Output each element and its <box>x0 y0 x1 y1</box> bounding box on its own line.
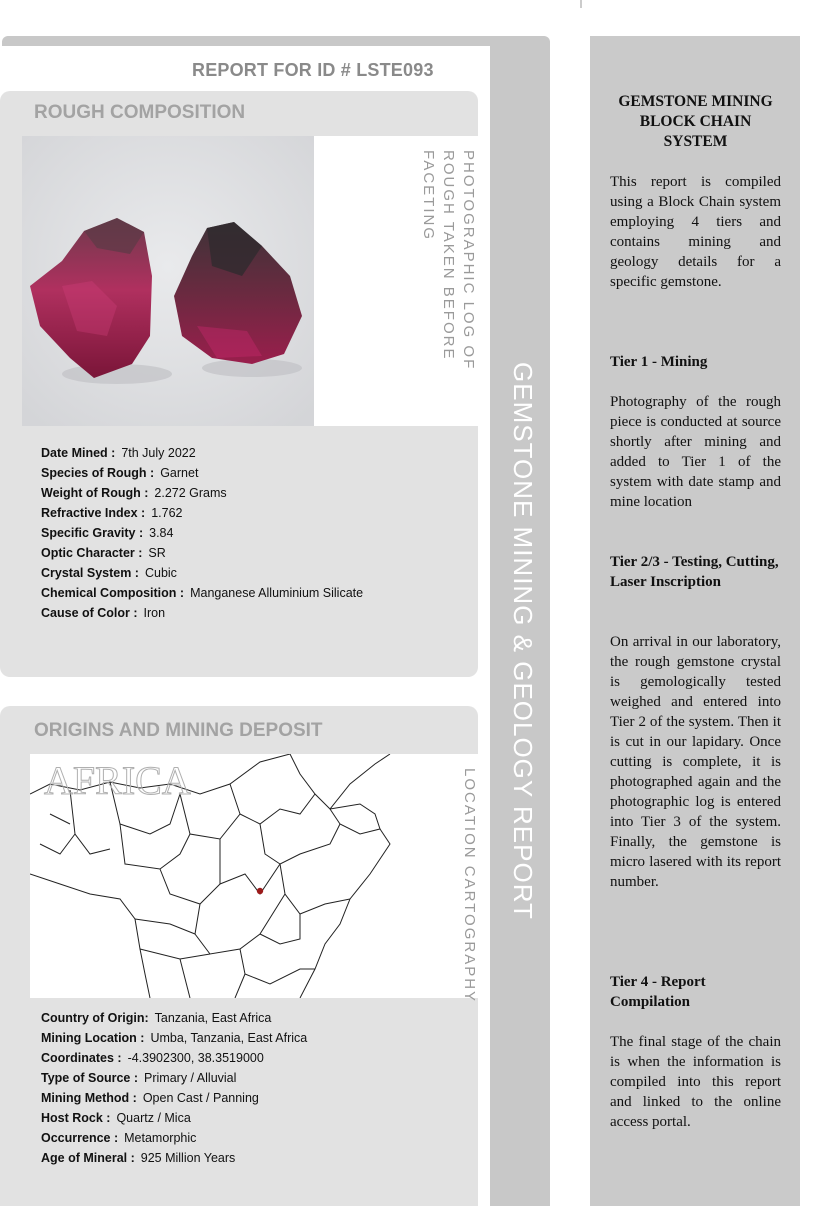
field-value: Primary / Alluvial <box>144 1071 237 1085</box>
field-label: Weight of Rough : <box>41 486 149 500</box>
field-value: Metamorphic <box>124 1131 197 1145</box>
field-value: Manganese Alluminium Silicate <box>190 586 364 600</box>
field-row-refractive-index <box>41 506 183 520</box>
field-row-mining-location <box>41 1031 307 1045</box>
field-row-age-of-mineral <box>41 1151 235 1165</box>
field-label: Optic Character : <box>41 546 143 560</box>
field-row-cause-of-color <box>41 606 165 620</box>
field-row-weight <box>41 486 227 500</box>
field-row-occurrence <box>41 1131 196 1145</box>
blockchain-title: GEMSTONE MINING BLOCK CHAIN SYSTEM <box>618 93 773 150</box>
field-label: Mining Method : <box>41 1091 137 1105</box>
vertical-report-title: GEMSTONE MINING & GEOLOGY REPORT <box>508 362 538 920</box>
field-value: Iron <box>143 606 166 620</box>
tier4-heading: Tier 4 - Report Compilation <box>610 974 706 1010</box>
field-value: SR <box>148 546 166 560</box>
map-label: AFRICA <box>44 758 191 803</box>
field-label: Species of Rough : <box>41 466 155 480</box>
tier1-text: Photography of the rough piece is conducted at source shortly after mining and added to Tier 1 of the system with date stamp and mine location <box>610 394 781 510</box>
field-label: Coordinates : <box>41 1051 122 1065</box>
field-row-optic-character <box>41 546 166 560</box>
field-value: Umba, Tanzania, East Africa <box>150 1031 308 1045</box>
field-label: Date Mined : <box>41 446 116 460</box>
field-label: Age of Mineral : <box>41 1151 135 1165</box>
field-row-date-mined <box>41 446 196 460</box>
field-label: Cause of Color : <box>41 606 138 620</box>
map-caption: LOCATION CARTOGRAPHY <box>461 768 478 1004</box>
field-value: Garnet <box>160 466 199 480</box>
field-row-specific-gravity <box>41 526 173 540</box>
field-value: 925 Million Years <box>140 1151 236 1165</box>
tier23-text: On arrival in our laboratory, the rough gemstone crystal is gemologically tested weighed and entered into Tier 2 of the system. Then it is cut in our lapidary. Once cutting is complete, it is photographed again and the photographic log is entered into Tier 3 of the system. Finally, the gemstone is micro lasered with its report number. <box>610 634 781 890</box>
field-row-species <box>41 466 198 480</box>
field-value: Cubic <box>144 566 177 580</box>
field-row-type-of-source <box>41 1071 236 1085</box>
field-value: Tanzania, East Africa <box>154 1011 272 1025</box>
field-label: Crystal System : <box>41 566 139 580</box>
field-label: Type of Source : <box>41 1071 139 1085</box>
rough-gemstone-photo <box>22 136 314 426</box>
top-divider-tick <box>580 0 582 8</box>
field-row-chemical-composition <box>41 586 363 600</box>
origins-section-title: ORIGINS AND MINING DEPOSIT <box>34 720 323 741</box>
field-label: Chemical Composition : <box>41 586 185 600</box>
field-value: 2.272 Grams <box>154 486 227 500</box>
field-row-coordinates <box>41 1051 264 1065</box>
report-id-heading: REPORT FOR ID # LSTE093 <box>192 60 434 80</box>
tier1-heading: Tier 1 - Mining <box>610 354 708 370</box>
field-row-mining-method <box>41 1091 259 1105</box>
field-label: Refractive Index : <box>41 506 146 520</box>
photo-log-caption: PHOTOGRAPHIC LOG OF ROUGH TAKEN BEFORE FACETING <box>420 150 477 371</box>
field-value: 1.762 <box>151 506 183 520</box>
field-label: Mining Location : <box>41 1031 145 1045</box>
field-row-country <box>41 1011 271 1025</box>
field-label: Occurrence : <box>41 1131 119 1145</box>
tier4-text: The final stage of the chain is when the information is compiled into this report and linked to the online access portal. <box>610 1034 781 1130</box>
field-label: Specific Gravity : <box>41 526 144 540</box>
field-value: 7th July 2022 <box>121 446 196 460</box>
africa-location-map <box>30 754 478 1004</box>
field-value: -4.3902300, 38.3519000 <box>127 1051 264 1065</box>
field-label: Country of Origin: <box>41 1011 149 1025</box>
field-row-crystal-system <box>41 566 177 580</box>
field-label: Host Rock : <box>41 1111 111 1125</box>
field-row-host-rock <box>41 1111 191 1125</box>
blockchain-intro: This report is compiled using a Block Chain system employing 4 tiers and contains mining and geology details for a specific gemstone. <box>610 174 781 290</box>
rough-section-title: ROUGH COMPOSITION <box>34 102 246 123</box>
field-value: Quartz / Mica <box>116 1111 191 1125</box>
field-value: Open Cast / Panning <box>142 1091 259 1105</box>
header-bar <box>2 36 550 46</box>
field-value: 3.84 <box>149 526 174 540</box>
tier23-heading: Tier 2/3 - Testing, Cutting, Laser Inscription <box>610 554 779 590</box>
